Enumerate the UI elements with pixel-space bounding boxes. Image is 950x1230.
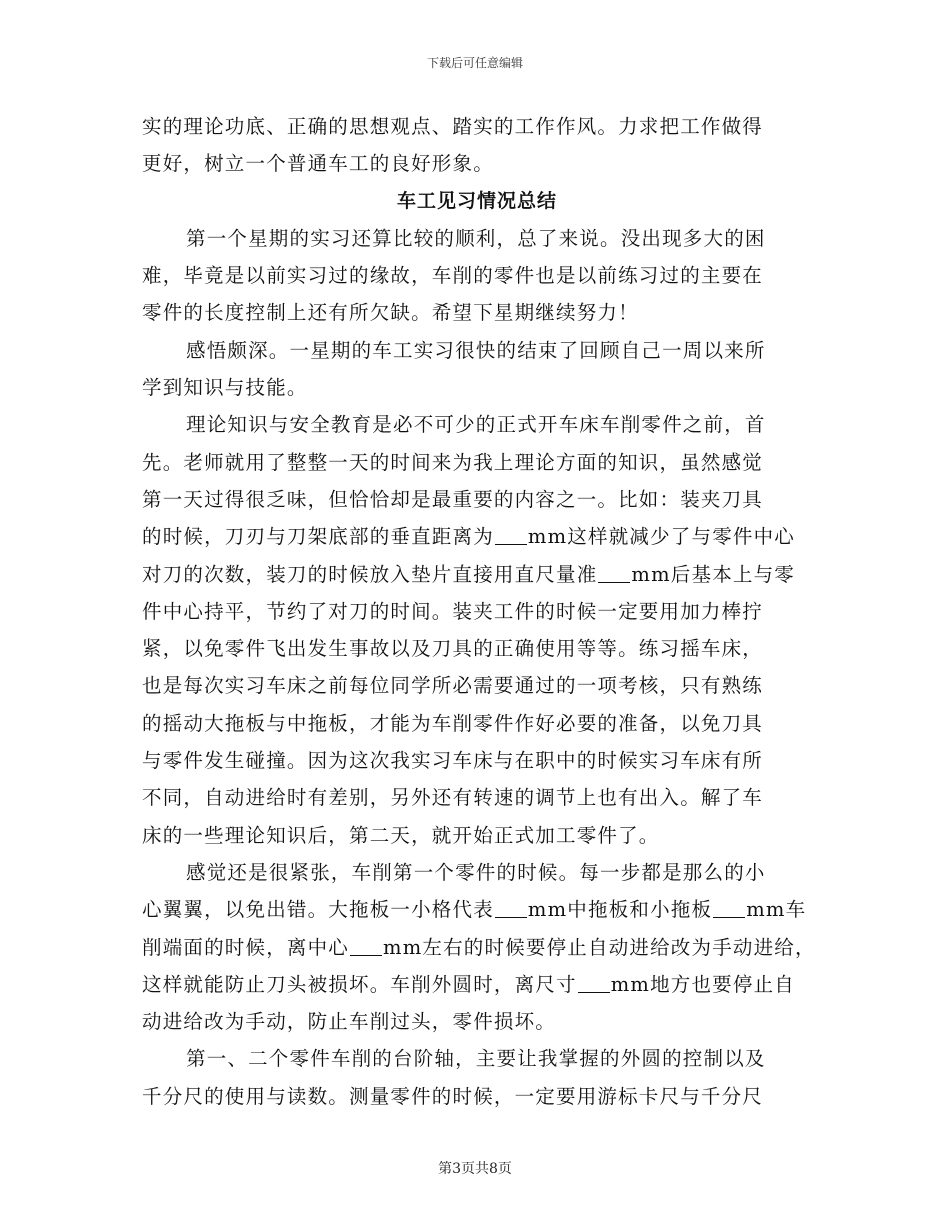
text-line <box>142 518 812 555</box>
text-segment: 削端面的时候，离中心 <box>142 935 350 959</box>
text-line: 动进给改为手动，防止车削过头，零件损坏。 <box>142 1010 557 1034</box>
text-line: 理论知识与安全教育是必不可少的正式开车床车削零件之前，首 <box>186 413 766 437</box>
text-line: 第一天过得很乏味，但恰恰却是最重要的内容之一。比如：装夹刀具 <box>142 487 764 511</box>
text-segment: mm这样就减少了与零件中心 <box>527 525 795 549</box>
text-segment: mm后基本上与零 <box>631 562 795 586</box>
text-line: 第一个星期的实习还算比较的顺利，总了来说。没出现多大的困 <box>186 226 766 250</box>
text-line: 难，毕竟是以前实习过的缘故，车削的零件也是以前练习过的主要在 <box>142 264 764 288</box>
text-line: 更好，树立一个普通车工的良好形象。 <box>142 152 494 176</box>
text-line: 也是每次实习车床之前每位同学所必需要通过的一项考核，只有熟练 <box>142 674 764 698</box>
text-segment: 的时候，刀刃与刀架底部的垂直距离为 <box>142 525 494 549</box>
text-line <box>142 929 816 966</box>
text-segment: mm中拖板和小拖板 <box>527 898 713 922</box>
fill-blank <box>598 566 630 583</box>
text-line: 零件的长度控制上还有所欠缺。希望下星期继续努力！ <box>142 301 639 325</box>
page-header: 下载后可任意编辑 <box>426 56 523 70</box>
section-title: 车工见习情况总结 <box>396 189 557 212</box>
text-line: 与零件发生碰撞。因为这次我实习车床与在职中的时候实习车床有所 <box>142 749 764 773</box>
text-line: 的摇动大拖板与中拖板，才能为车削零件作好必要的准备，以免刀具 <box>142 711 764 735</box>
text-line: 件中心持平，节约了对刀的时间。装夹工件的时候一定要用加力棒拧 <box>142 599 764 623</box>
page-footer: 第3页共8页 <box>438 1161 512 1177</box>
fill-blank <box>350 939 382 956</box>
text-line: 感悟颇深。一星期的车工实习很快的结束了回顾自己一周以来所 <box>186 338 766 362</box>
text-segment: mm地方也要停止自 <box>610 972 795 996</box>
fill-blank <box>495 901 527 918</box>
text-line: 感觉还是很紧张，车削第一个零件的时候。每一步都是那么的小 <box>186 860 766 884</box>
text-segment: 对刀的次数，装刀的时候放入垫片直接用直尺量准 <box>142 562 598 586</box>
text-line: 不同，自动进给时有差别，另外还有转速的调节上也有出入。解了车 <box>142 786 764 810</box>
text-segment: 这样就能防止刀头被损坏。车削外圆时，离尺寸 <box>142 972 577 996</box>
text-segment: mm车 <box>746 898 807 922</box>
document-body <box>142 108 816 1115</box>
text-segment: 心翼翼，以免出错。大拖板一小格代表 <box>142 898 494 922</box>
text-line: 实的理论功底、正确的思想观点、踏实的工作作风。力求把工作做得 <box>142 115 764 138</box>
text-line: 先。老师就用了整整一天的时间来为我上理论方面的知识，虽然感觉 <box>142 450 764 474</box>
text-line: 学到知识与技能。 <box>142 376 308 400</box>
text-line: 紧，以免零件飞出发生事故以及刀具的正确使用等等。练习摇车床， <box>142 637 764 661</box>
fill-blank <box>495 528 527 545</box>
text-line <box>142 891 812 928</box>
text-segment: mm左右的时候要停止自动进给改为手动进给， <box>383 935 816 959</box>
fill-blank <box>713 901 745 918</box>
text-line <box>142 966 812 1003</box>
text-line <box>142 556 812 593</box>
text-line: 第一、二个零件车削的台阶轴，主要让我掌握的外圆的控制以及 <box>186 1047 766 1071</box>
fill-blank <box>578 976 610 993</box>
text-line: 床的一些理论知识后，第二天，就开始正式加工零件了。 <box>142 823 660 847</box>
text-line: 千分尺的使用与读数。测量零件的时候，一定要用游标卡尺与千分尺 <box>142 1084 764 1108</box>
